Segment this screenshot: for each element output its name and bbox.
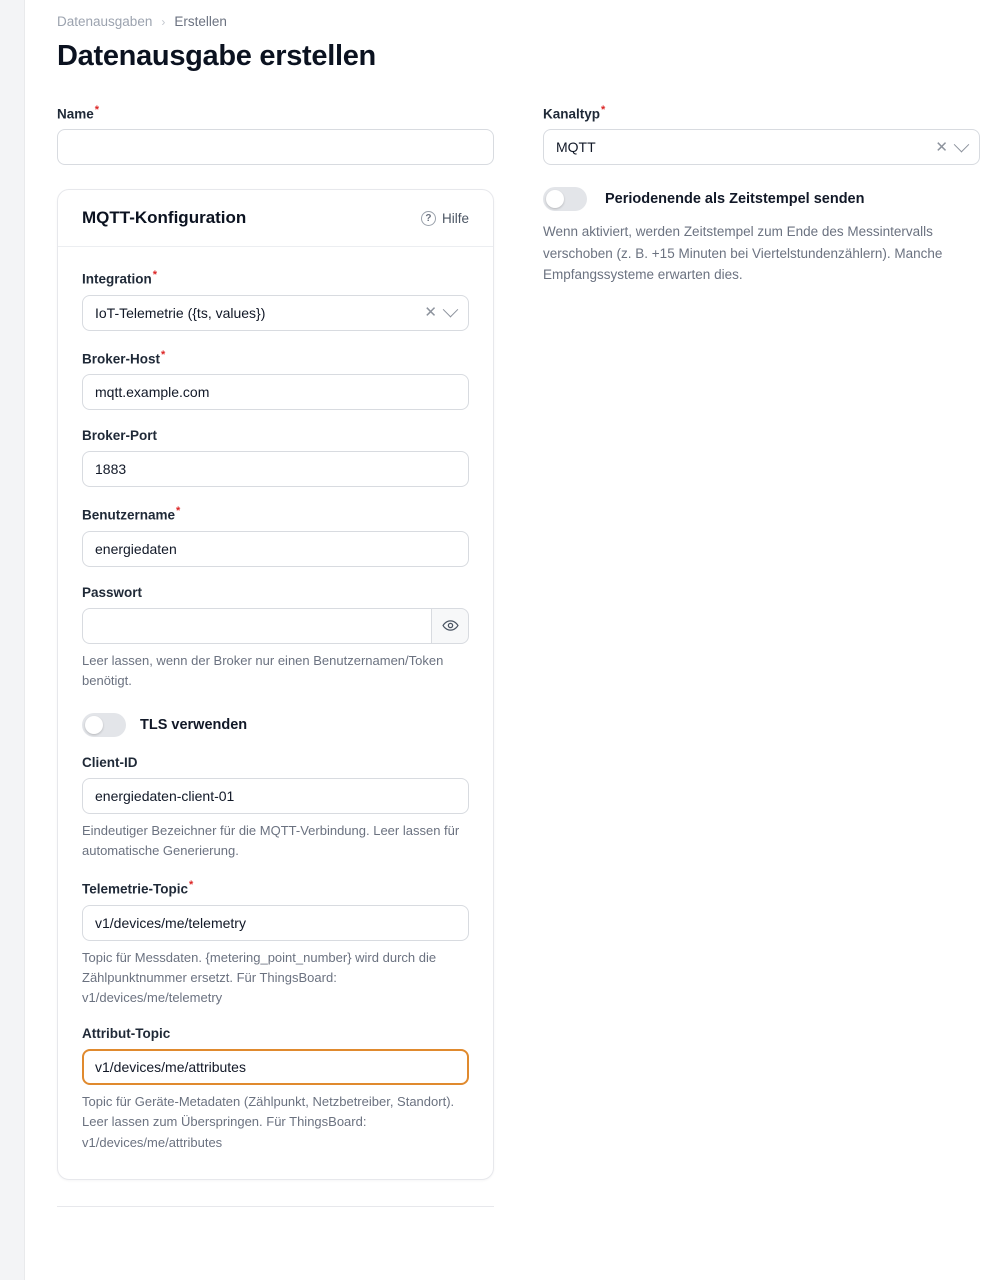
- period-end-toggle[interactable]: [543, 187, 587, 211]
- clear-icon[interactable]: ✕: [935, 138, 948, 156]
- username-required-marker: *: [176, 505, 181, 518]
- password-input-row: [82, 608, 469, 644]
- integration-required-marker: *: [152, 269, 158, 282]
- form-grid: [57, 104, 953, 1207]
- period-end-toggle-label: Periodenende als Zeitstempel senden: [605, 191, 865, 208]
- integration-select[interactable]: [82, 295, 469, 331]
- telemetry-topic-required-marker: *: [189, 879, 194, 892]
- broker-host-required-marker: *: [161, 348, 166, 361]
- username-field-group: [82, 505, 469, 567]
- telemetry-topic-field-group: [82, 879, 469, 1008]
- card-title: MQTT-Konfiguration: [82, 208, 247, 228]
- broker-host-field-group: [82, 349, 469, 411]
- card-header: [58, 190, 493, 247]
- breadcrumb-item-datenausgaben[interactable]: Datenausgaben: [57, 14, 153, 29]
- broker-host-label-text: Broker-Host: [82, 351, 161, 367]
- password-field-group: [82, 585, 469, 691]
- client-id-hint: Eindeutiger Bezeichner für die MQTT-Verbindung. Leer lassen für automatische Generierung.: [82, 823, 460, 859]
- broker-host-input[interactable]: [82, 374, 469, 410]
- attribute-topic-field-group: [82, 1026, 469, 1152]
- channel-type-selected-value: MQTT: [556, 139, 596, 156]
- name-field-group: [57, 104, 494, 166]
- channel-type-required-marker: *: [601, 103, 606, 116]
- password-input[interactable]: [82, 608, 431, 644]
- clear-icon[interactable]: ✕: [424, 304, 437, 322]
- channel-type-select-icons: [935, 140, 967, 155]
- bottom-divider: [57, 1206, 494, 1207]
- period-end-toggle-hint: Wenn aktiviert, werden Zeitstempel zum Ende des Messintervalls verschoben (z. B. +15 Minuten bei Viertelstundenzählern). Manche Empfangssysteme erwarten dies.: [543, 224, 943, 283]
- left-page-gutter: [0, 0, 25, 1280]
- help-label: Hilfe: [441, 210, 469, 226]
- channel-type-field-group: [543, 104, 980, 166]
- broker-port-input[interactable]: [82, 451, 469, 487]
- telemetry-topic-input[interactable]: [82, 905, 469, 941]
- integration-field-group: [82, 269, 469, 331]
- attribute-topic-label-text: Attribut-Topic: [82, 1026, 171, 1042]
- help-icon: ?: [421, 211, 436, 226]
- help-button[interactable]: [421, 211, 469, 226]
- client-id-label-text: Client-ID: [82, 755, 138, 771]
- username-label: [82, 505, 469, 523]
- password-label-text: Passwort: [82, 584, 143, 600]
- toggle-password-visibility-button[interactable]: [431, 608, 469, 644]
- integration-selected-value: IoT-Telemetrie ({ts, values}): [95, 304, 266, 321]
- tls-toggle-label: TLS verwenden: [140, 717, 248, 734]
- integration-label-text: Integration: [82, 271, 152, 287]
- name-required-marker: *: [94, 103, 100, 116]
- telemetry-topic-label: [82, 879, 469, 897]
- period-end-toggle-row: [543, 187, 980, 211]
- page-content: [25, 0, 985, 1207]
- card-body: [58, 247, 493, 1178]
- chevron-down-icon[interactable]: [443, 302, 459, 318]
- telemetry-topic-label-text: Telemetrie-Topic: [82, 881, 189, 897]
- left-column: [57, 104, 494, 1207]
- right-column: [543, 104, 980, 286]
- username-input[interactable]: [82, 531, 469, 567]
- integration-label: [82, 269, 469, 287]
- tls-toggle-knob: [85, 716, 103, 734]
- breadcrumb-item-erstellen: Erstellen: [174, 14, 227, 29]
- channel-type-select[interactable]: [543, 129, 980, 165]
- channel-type-label-text: Kanaltyp: [543, 106, 601, 122]
- eye-icon: [442, 617, 459, 634]
- attribute-topic-input[interactable]: [82, 1049, 469, 1085]
- channel-type-label: [543, 104, 980, 122]
- broker-host-label: [82, 349, 469, 367]
- client-id-input[interactable]: [82, 778, 469, 814]
- broker-port-label-text: Broker-Port: [82, 428, 158, 444]
- telemetry-topic-hint: Topic für Messdaten. {metering_point_number} wird durch die Zählpunktnummer ersetzt. Für ThingsBoard: v1/devices/me/telemetry: [82, 949, 437, 1006]
- name-label-text: Name: [57, 106, 94, 122]
- chevron-down-icon[interactable]: [954, 137, 970, 153]
- tls-toggle[interactable]: [82, 713, 126, 737]
- password-label: [82, 585, 469, 600]
- broker-port-label: [82, 428, 469, 443]
- breadcrumb-separator-icon: ›: [161, 14, 166, 29]
- mqtt-configuration-card: [57, 189, 494, 1179]
- attribute-topic-hint: Topic für Geräte-Metadaten (Zählpunkt, Netzbetreiber, Standort). Leer lassen zum Überspringen. Für ThingsBoard: v1/devices/me/attributes: [82, 1094, 455, 1150]
- name-input[interactable]: [57, 129, 494, 165]
- username-label-text: Benutzername: [82, 507, 176, 523]
- password-hint: Leer lassen, wenn der Broker nur einen Benutzernamen/Token benötigt.: [82, 652, 444, 688]
- period-end-toggle-knob: [546, 190, 564, 208]
- broker-port-field-group: [82, 428, 469, 487]
- attribute-topic-label: [82, 1026, 469, 1041]
- client-id-field-group: [82, 755, 469, 861]
- page-title: Datenausgabe erstellen: [57, 40, 376, 72]
- tls-toggle-row: [82, 713, 469, 737]
- client-id-label: [82, 755, 469, 770]
- name-label: [57, 104, 494, 122]
- breadcrumb: [57, 14, 953, 29]
- integration-select-icons: [424, 305, 456, 320]
